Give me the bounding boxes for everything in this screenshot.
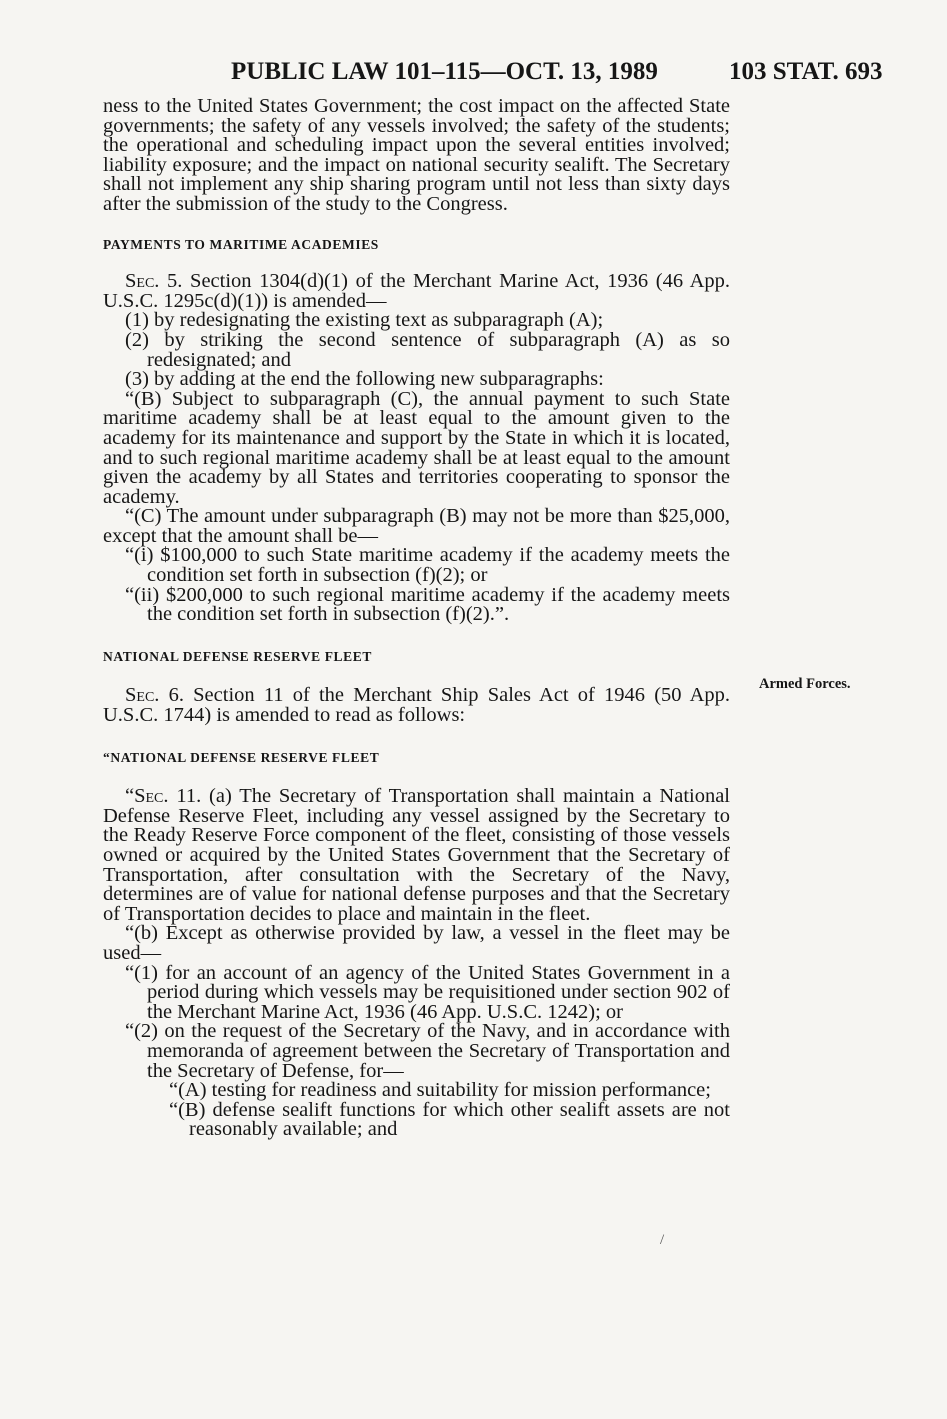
body-text xyxy=(103,97,730,1140)
quoted-section-heading: “NATIONAL DEFENSE RESERVE FLEET xyxy=(103,749,380,765)
sec5-item-3: (3) by adding at the end the following new subparagraphs: xyxy=(125,368,604,391)
sec11-a-text: (a) The Secretary of Transportation shall maintain a National Defense Reserve Fleet, including any vessel assigned by the Secretary to the Ready Reserve Force component of the fleet, consisting of those vessels owned or acquired by the United States Government that the Secretary of Transportation, after consultation with the Secretary of the Navy, determines are of value for national defense purposes and that the Secretary of Transportation decides to place and maintain in the fleet. xyxy=(103,785,731,925)
sec5-subpara-b: “(B) Subject to subparagraph (C), the annual payment to such State maritime academy shall be at least equal to the amount given to the academy for its maintenance and support by the State in which it is located, and to such regional maritime academy shall be at least equal to the amount given the academy by all States and territories cooperating to sponsor the academy. xyxy=(103,387,730,508)
stray-mark: / xyxy=(660,1232,665,1248)
sec5-intro: Section 1304(d)(1) of the Merchant Marine Act, 1936 (46 App. U.S.C. 1295c(d)(1)) is amended— xyxy=(103,270,731,312)
sec5-subpara-c: “(C) The amount under subparagraph (B) may not be more than $25,000, except that the amount shall be— xyxy=(103,505,730,547)
sec5-clause-ii: “(ii) $200,000 to such regional maritime academy if the academy meets the condition set forth in subsection (f)(2).”. xyxy=(125,583,730,626)
sec5-intro-paragraph xyxy=(103,272,730,311)
sec11-para-2: “(2) on the request of the Secretary of the Navy, and in accordance with memoranda of agreement between the Secretary of Transportation and the Secretary of Defense, for— xyxy=(125,1020,730,1082)
sec5-label: Sec. 5. xyxy=(125,270,183,293)
sec11-subsection-a xyxy=(103,787,730,924)
sec6-label: Sec. 6. xyxy=(125,684,184,707)
sec11-subsection-b: “(b) Except as otherwise provided by law, a vessel in the fleet may be used— xyxy=(103,922,730,964)
sec5-item-1: (1) by redesignating the existing text as subparagraph (A); xyxy=(125,309,604,332)
sec11-para-1: “(1) for an account of an agency of the United States Government in a period during which vessels may be requisitioned under section 902 of the Merchant Marine Act, 1936 (46 App. U.S.C. 1242); or xyxy=(125,961,730,1023)
running-title: PUBLIC LAW 101–115—OCT. 13, 1989 xyxy=(231,58,658,85)
sec11-label: “Sec. 11. xyxy=(125,785,202,808)
sec11-subpara-B: “(B) defense sealift functions for which other sealift assets are not reasonably available; and xyxy=(169,1098,730,1141)
statute-page-number: 103 STAT. 693 xyxy=(729,58,883,85)
sec6-intro-paragraph xyxy=(103,686,730,725)
sec6-intro: Section 11 of the Merchant Ship Sales Act of 1946 (50 App. U.S.C. 1744) is amended to read as follows: xyxy=(103,684,731,727)
sec5-item-2: (2) by striking the second sentence of subparagraph (A) as so redesignated; and xyxy=(125,328,730,371)
sec5-clause-i: “(i) $100,000 to such State maritime academy if the academy meets the condition set forth in subsection (f)(2); or xyxy=(125,544,730,587)
section-heading-payments: PAYMENTS TO MARITIME ACADEMIES xyxy=(103,236,379,252)
margin-note-armed-forces: Armed Forces. xyxy=(759,676,851,692)
section-heading-reserve-fleet: NATIONAL DEFENSE RESERVE FLEET xyxy=(103,648,372,664)
continuation-paragraph: ness to the United States Government; the cost impact on the affected State governments; the safety of any vessels involved; the safety of the students; the operational and scheduling impact upon the several entities involved; liability exposure; and the impact on national security sealift. The Secretary shall not implement any ship sharing program until not less than sixty days after the submission of the study to the Congress. xyxy=(103,95,730,215)
page-header xyxy=(0,50,947,90)
sec11-subpara-A: “(A) testing for readiness and suitability for mission performance; xyxy=(169,1079,711,1102)
